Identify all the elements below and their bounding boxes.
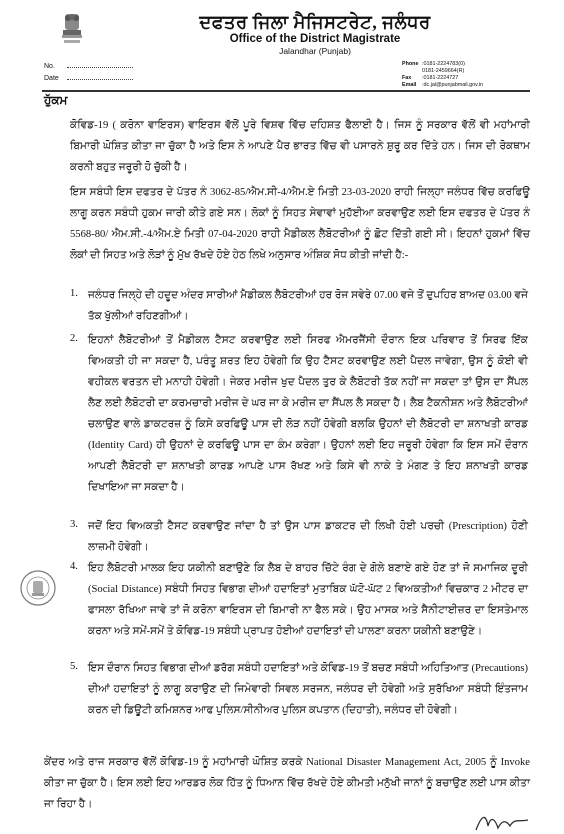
- ref-no-line: [44, 63, 133, 70]
- state-emblem-icon: [56, 10, 88, 50]
- office-seal-icon: [18, 568, 58, 608]
- date-line: [44, 75, 133, 82]
- item-number-2: 2.: [70, 333, 78, 344]
- contact-block: [402, 61, 483, 89]
- phone-label: Phone: [402, 61, 419, 67]
- office-title-english: Office of the District Magistrate: [229, 33, 401, 45]
- email-label: Email: [402, 82, 417, 88]
- date-label: Date: [44, 75, 59, 82]
- office-location: Jalandhar (Punjab): [279, 46, 351, 56]
- item-text-2: ਇਹਨਾਂ ਲੈਬੋਟਰੀਆਂ ਤੋਂ ਮੈਡੀਕਲ ਟੈਸਟ ਕਰਵਾਉਣ ਲਈ ਸਿਰਫ ਐਮਰਜੈਂਸੀ ਦੌਰਾਨ ਇਕ ਪਰਿਵਾਰ ਤੋਂ ਸਿਰਫ ਇੱਕ ਵਿਅਕਤੀ ਹੀ ਜਾ ਸਕਦਾ ਹੈ, ਪਰੰਤੂ ਸ਼ਰਤ ਇਹ ਹੋਵੇਗੀ ਕਿ ਉਹ ਟੈਸਟ ਕਰਵਾਉਣ ਲਈ ਪੈਦਲ ਜਾਵੇਗਾ, ਉਸ ਨੂੰ ਕੋਈ ਵੀ ਵਹੀਕਲ ਵਰਤਨ ਦੀ ਮਨਾਹੀ ਹੋਵੇਗੀ। ਜੇਕਰ ਮਰੀਜ ਖੁਦ ਪੈਦਲ ਤੁਰ ਕੇ ਲੈਬੋਟਰੀ ਤੱਕ ਨਹੀਂ ਜਾ ਸਕਦਾ ਤਾਂ ਉਸ ਦਾ ਸੈਂਪਲ ਲੈਣ ਲਈ ਲੈਬੋਟਰੀ ਦਾ ਕਰਮਚਾਰੀ ਮਰੀਜ ਦੇ ਘਰ ਜਾ ਕੇ ਮਰੀਜ ਦਾ ਸੈਂਪਲ ਲੈ ਸਕਦਾ ਹੈ। ਲੈਬ ਟੈਕਨੀਸ਼ਨ ਅਤੇ ਲੈਬੋਟਰੀਆਂ ਚਲਾਉਣ ਵਾਲੇ ਡਾਕਟਰਜ਼ ਨੂੰ ਕਿਸੇ ਕਰਫਿਊ ਪਾਸ ਦੀ ਲੋੜ ਨਹੀਂ ਹੋਵੇਗੀ ਬਲਕਿ ਉਹਨਾਂ ਦੀ ਲੈਬੋਟਰੀ ਦਾ ਸ਼ਨਾਖਤੀ ਕਾਰਡ (Identity Card) ਹੀ ਉਹਨਾਂ ਦੇ ਕਰਫਿਊ ਪਾਸ ਦਾ ਕੰਮ ਕਰੇਗਾ। ਉਹਨਾਂ ਲਈ ਇਹ ਜਰੂਰੀ ਹੋਵੇਗਾ ਕਿ ਇਸ ਸਮੇਂ ਦੌਰਾਨ ਆਪਣੀ ਲੈਬੋਟਰੀ ਦਾ ਸ਼ਨਾਖਤੀ ਕਾਰਡ ਆਪਣੇ ਪਾਸ ਰੱਖਣ ਅਤੇ ਕਿਸੇ ਵੀ ਨਾਕੇ ਤੇ ਮੰਗਣ ਤੇ ਇਹ ਸ਼ਨਾਖਤੀ ਕਾਰਡ ਦਿਖਾਇਆ ਜਾ ਸਕਦਾ ਹੈ।: [88, 335, 528, 493]
- order-heading: ਹੁੱਕਮ: [44, 93, 68, 107]
- item-number-1: 1.: [70, 288, 78, 299]
- office-title-punjabi: ਦਫਤਰ ਜਿਲਾ ਮੈਜਿਸਟਰੇਟ, ਜਲੰਧਰ: [199, 12, 431, 32]
- paragraph-reference: ਇਸ ਸਬੰਧੀ ਇਸ ਦਫਤਰ ਦੇ ਪੱਤਰ ਨੰ 3062-85/ਐਮ.ਸੀ-4/ਐਮ.ਏ ਮਿਤੀ 23-03-2020 ਰਾਹੀ ਜਿਲ੍ਹਾ ਜਲੰਧਰ ਵਿੱਚ ਕਰਫਿਊ ਲਾਗੂ ਕਰਨ ਸਬੰਧੀ ਹੁਕਮ ਜਾਰੀ ਕੀਤੇ ਗਏ ਸਨ। ਲੋਕਾਂ ਨੂੰ ਸਿਹਤ ਸੇਵਾਵਾਂ ਮੁਹੱਈਆ ਕਰਵਾਉਣ ਲਈ ਇਸ ਦਫਤਰ ਦੇ ਪੱਤਰ ਨੰ 5568-80/ ਐਮ.ਸੀ.-4/ਐਮ.ਏ ਮਿਤੀ 07-04-2020 ਰਾਹੀ ਮੈਡੀਕਲ ਲੈਬੋਟਰੀਆਂ ਨੂੰ ਛੋਟ ਦਿੱਤੀ ਗਈ ਸੀ। ਇਹਨਾਂ ਹੁਕਮਾਂ ਵਿੱਚ ਲੋਕਾਂ ਦੀ ਸਿਹਤ ਅਤੇ ਲੋੜਾਂ ਨੂੰ ਮੁੱਖ ਰੱਖਦੇ ਹੋਏ ਹੇਠ ਲਿਖੇ ਅਨੁਸਾਰ ਅੰਸ਼ਿਕ ਸੋਧ ਕੀਤੀ ਜਾਂਦੀ ਹੈ:-: [70, 187, 530, 261]
- header-divider: [42, 90, 530, 92]
- item-number-4: 4.: [70, 561, 78, 572]
- paragraph-closing: ਕੇਂਦਰ ਅਤੇ ਰਾਜ ਸਰਕਾਰ ਵੱਲੋਂ ਕੋਵਿਡ-19 ਨੂੰ ਮਹਾਂਮਾਰੀ ਘੋਸ਼ਿਤ ਕਰਕੇ National Disaster Management Act, 2005 ਨੂੰ Invoke ਕੀਤਾ ਜਾ ਚੁੱਕਾ ਹੈ। ਇਸ ਲਈ ਇਹ ਆਰਡਰ ਲੋਕ ਹਿੱਤ ਨੂੰ ਧਿਆਨ ਵਿੱਚ ਰੱਖਦੇ ਹੋਏ ਕੀਮਤੀ ਮਨੁੱਖੀ ਜਾਨਾਂ ਨੂੰ ਬਚਾਉਣ ਲਈ ਪਾਸ ਕੀਤਾ ਜਾ ਰਿਹਾ ਹੈ।: [44, 757, 530, 810]
- item-text-5: ਇਸ ਦੌਰਾਨ ਸਿਹਤ ਵਿਭਾਗ ਦੀਆਂ ਡਰੱਗ ਸਬੰਧੀ ਹਦਾਇਤਾਂ ਅਤੇ ਕੋਵਿਡ-19 ਤੋਂ ਬਚਣ ਸਬੰਧੀ ਅਹਿਤਿਆਤ (Precautions) ਦੀਆਂ ਹਦਾਇਤਾਂ ਨੂੰ ਲਾਗੂ ਕਰਾਉਣ ਦੀ ਜਿਮੇਵਾਰੀ ਸਿਵਲ ਸਰਜਨ, ਜਲੰਧਰ ਦੀ ਹੋਵੇਗੀ ਅਤੇ ਸੁਰੱਖਿਆ ਸਬੰਧੀ ਇੰਤਜਾਮ ਕਰਨ ਦੀ ਡਿਊਟੀ ਕਮਿਸ਼ਨਰ ਆਫ ਪੁਲਿਸ/ਸੀਨੀਅਰ ਪੁਲਿਸ ਕਪਤਾਨ (ਦਿਹਾਤੀ), ਜਲੰਧਰ ਦੀ ਹੋਵੇਗੀ।: [88, 663, 528, 716]
- fax-label: Fax: [402, 75, 412, 81]
- fax-value: :0181-2224727: [422, 75, 459, 81]
- email-value: :dc.jal@punjabmail.gov.in: [422, 82, 484, 88]
- paragraph-intro: ਕੋਵਿਡ-19 ( ਕਰੋਨਾ ਵਾਇਰਸ) ਵਾਇਰਸ ਵੱਲੋਂ ਪੂਰੇ ਵਿਸ਼ਵ ਵਿੱਚ ਦਹਿਸ਼ਤ ਫੈਲਾਈ ਹੈ। ਜਿਸ ਨੂੰ ਸਰਕਾਰ ਵੱਲੋਂ ਵੀ ਮਹਾਂਮਾਰੀ ਬਿਮਾਰੀ ਘੋਸ਼ਿਤ ਕੀਤਾ ਜਾ ਚੁੱਕਾ ਹੈ ਅਤੇ ਇਸ ਨੇ ਆਪਣੇ ਪੈਰ ਭਾਰਤ ਵਿੱਚ ਵੀ ਪਸਾਰਨੇ ਸ਼ੁਰੂ ਕਰ ਦਿੱਤੇ ਹਨ। ਜਿਸ ਦੀ ਰੋਕਥਾਮ ਕਰਨੀ ਬਹੁਤ ਜਰੂਰੀ ਹੋ ਚੁੱਕੀ ਹੈ।: [70, 120, 530, 173]
- ref-no-label: No.: [44, 63, 55, 70]
- phone-value-2: 0181-2459664(R): [422, 68, 465, 74]
- item-text-4: ਇਹ ਲੈਬੋਟਰੀ ਮਾਲਕ ਇਹ ਯਕੀਨੀ ਬਣਾਉਣੇ ਕਿ ਲੈਬ ਦੇ ਬਾਹਰ ਚਿੱਟੇ ਰੰਗ ਦੇ ਗੋਲੇ ਬਣਾਏ ਗਏ ਹੋਣ ਤਾਂ ਜੋ ਸਮਾਜਿਕ ਦੂਰੀ (Social Distance) ਸਬੰਧੀ ਸਿਹਤ ਵਿਭਾਗ ਦੀਆਂ ਹਦਾਇਤਾਂ ਮੁਤਾਬਿਕ ਘੱਟੋ-ਘੱਟ 2 ਵਿਅਕਤੀਆਂ ਵਿਚਕਾਰ 2 ਮੀਟਰ ਦਾ ਫਾਸਲਾ ਰੱਖਿਆ ਜਾਵੇ ਤਾਂ ਜੋ ਕਰੋਨਾ ਵਾਇਰਸ ਦੀ ਬਿਮਾਰੀ ਨਾ ਫੈਲ ਸਕੇ। ਉਹ ਮਾਸਕ ਅਤੇ ਸੈਨੀਟਾਈਜ਼ਰ ਦਾ ਇਸਤੇਮਾਲ ਕਰਨਾ ਅਤੇ ਸਮੇਂ-ਸਮੇਂ ਤੇ ਕੋਵਿਡ-19 ਸਬੰਧੀ ਪ੍ਰਾਪਤ ਹੋਈਆਂ ਹਦਾਇਤਾਂ ਦੀ ਪਾਲਣਾ ਕਰਨਾ ਯਕੀਨੀ ਬਣਾਉਣੇ।: [88, 563, 528, 637]
- item-text-1: ਜਲੰਧਰ ਜਿਲ੍ਹੇ ਦੀ ਹਦੂਦ ਅੰਦਰ ਸਾਰੀਆਂ ਮੈਡੀਕਲ ਲੈਬੋਟਰੀਆਂ ਹਰ ਰੋਜ ਸਵੇਰੇ 07.00 ਵਜੇ ਤੋਂ ਦੁਪਹਿਰ ਬਾਅਦ 03.00 ਵਜੇ ਤੱਕ ਖੁੱਲੀਆਂ ਰਹਿਣਗੀਆਂ।: [88, 290, 528, 322]
- signature-icon: [472, 812, 532, 834]
- phone-value: :0181-2224783(0): [422, 61, 465, 67]
- item-number-3: 3.: [70, 519, 78, 530]
- item-text-3: ਜਦੋਂ ਇਹ ਵਿਅਕਤੀ ਟੈਸਟ ਕਰਵਾਉਣ ਜਾਂਦਾ ਹੈ ਤਾਂ ਉਸ ਪਾਸ ਡਾਕਟਰ ਦੀ ਲਿਖੀ ਹੋਈ ਪਰਚੀ (Prescription) ਹੋਣੀ ਲਾਜ਼ਮੀ ਹੋਵੇਗੀ।: [88, 521, 528, 553]
- item-number-5: 5.: [70, 661, 78, 672]
